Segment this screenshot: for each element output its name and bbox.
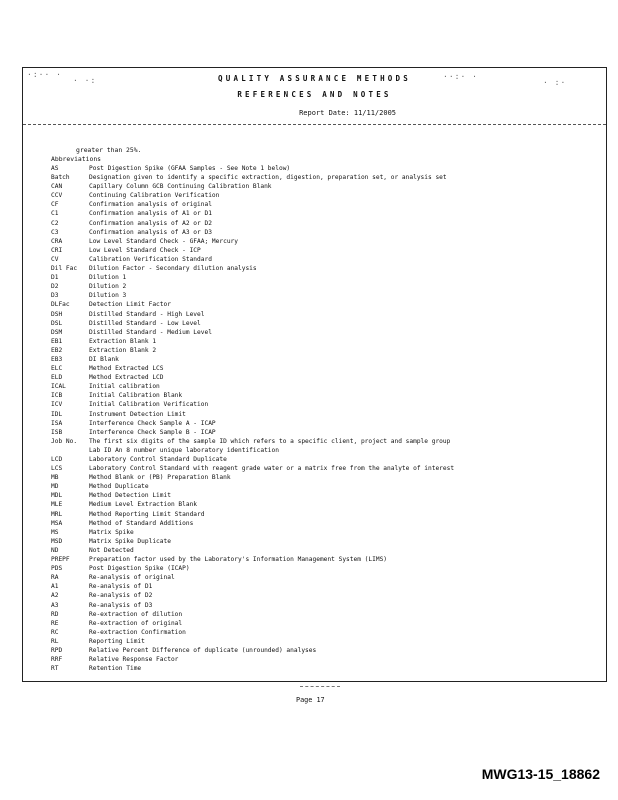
abbreviation-row [51,437,454,455]
abbreviation-code: EB3 [51,355,63,363]
abbreviation-row [51,628,454,637]
abbreviation-code: MB [51,474,59,482]
report-date: Report Date: 11/11/2005 [299,109,396,117]
abbreviation-definition: Post Digestion Spike (GFAA Samples - See Note 1 below) [89,165,291,172]
abbreviation-row [51,319,454,328]
report-title: QUALITY ASSURANCE METHODS [218,74,411,83]
abbreviation-code: EB2 [51,346,63,354]
abbreviation-definition: Dilution 1 [89,274,127,282]
abbreviation-row [51,400,454,409]
abbreviation-row [51,537,454,546]
abbreviation-definition: Matrix Spike [89,528,134,536]
abbreviation-row [51,209,454,218]
abbreviation-row [51,510,454,519]
abbreviation-row [51,500,454,509]
abbreviation-code: MRL [51,510,63,518]
abbreviation-definition: Laboratory Control Standard Duplicate [89,456,227,463]
abbreviation-definition: Matrix Spike Duplicate [89,537,171,545]
abbreviation-row [51,364,454,373]
abbreviation-row [51,382,454,391]
abbreviation-definition: Low Level Standard Check - GFAA; Mercury [89,237,239,245]
abbreviation-code: RPD [51,646,63,654]
abbreviation-definition: Re-analysis of D3 [89,601,153,609]
abbreviation-row [51,610,454,619]
abbreviation-definition: Re-analysis of original [89,574,175,582]
abbreviation-code: C2 [51,219,59,227]
abbreviation-row [51,528,454,537]
abbreviation-code: PDS [51,565,63,573]
abbreviation-code: ELC [51,365,63,373]
abbreviation-code: CRA [51,237,63,245]
abbreviation-definition: Continuing Calibration Verification [89,192,220,200]
abbreviation-code: PREPF [51,556,70,564]
abbreviation-code: RE [51,619,59,627]
abbreviation-row [51,637,454,646]
abbreviation-code: ISA [51,419,63,427]
report-subtitle: REFERENCES AND NOTES [237,90,392,99]
abbreviation-definition: Post Digestion Spike (ICAP) [89,565,190,573]
abbreviation-row [51,300,454,309]
abbreviation-code: MSD [51,537,63,545]
abbreviation-row [51,173,454,182]
abbreviation-row [51,164,454,173]
abbreviation-definition: Extraction Blank 2 [89,346,157,354]
abbreviation-row [51,337,454,346]
abbreviation-code: RL [51,637,59,645]
abbreviation-definition: Confirmation analysis of original [89,201,212,209]
abbreviation-code: RA [51,574,59,582]
abbreviation-definition: Detection Limit Factor [89,301,171,309]
abbreviation-definition: Designation given to identify a specific extraction, digestion, preparation set, or analysis set [89,174,447,182]
abbreviation-code: EB1 [51,337,63,345]
abbreviation-row [51,310,454,319]
abbreviation-code: A2 [51,592,59,600]
abbreviation-definition: Method Blank or (PB) Preparation Blank [89,474,231,482]
abbreviation-code: D3 [51,292,59,300]
abbreviation-row [51,264,454,273]
abbreviation-row [51,591,454,600]
abbreviation-definition: Confirmation analysis of A3 or D3 [89,228,212,236]
abbreviation-code: MD [51,483,59,491]
document-id: MWG13-15_18862 [481,766,600,782]
abbreviation-code: AS [51,165,59,172]
abbreviation-row [51,237,454,246]
abbreviation-code: LCD [51,456,63,463]
abbreviation-definition: Interference Check Sample A - ICAP [89,419,216,427]
abbreviation-row [51,582,454,591]
section-heading: Abbreviations [51,155,102,163]
abbreviation-definition: Confirmation analysis of A1 or D1 [89,210,212,218]
abbreviation-definition: Capillary Column GCB Continuing Calibration Blank [89,183,272,191]
abbreviation-code: A3 [51,601,59,609]
abbreviation-row [51,546,454,555]
abbreviation-definition: Method Detection Limit [89,492,171,500]
abbreviation-code: DLFac [51,301,70,309]
abbreviation-row [51,246,454,255]
abbreviation-definition: Initial calibration [89,383,160,391]
abbreviation-row [51,273,454,282]
abbreviation-code: MSA [51,519,63,527]
abbreviation-code: MS [51,528,59,536]
abbreviation-definition: Re-extraction Confirmation [89,628,186,636]
abbreviation-code: CRI [51,246,63,254]
abbreviation-row [51,519,454,528]
abbreviation-definition: Extraction Blank 1 [89,337,157,345]
abbreviation-row [51,664,454,673]
abbreviation-row [51,391,454,400]
scan-noise: · :· [543,78,567,87]
abbreviation-row [51,182,454,191]
abbreviation-definition: DI Blank [89,355,119,363]
abbreviation-definition: Not Detected [89,546,134,554]
page-frame [22,67,607,682]
abbreviation-definition: Instrument Detection Limit [89,410,186,418]
abbreviation-code: IDL [51,410,63,418]
abbreviation-row [51,219,454,228]
abbreviation-definition: Method of Standard Additions [89,519,194,527]
abbreviation-row [51,455,454,464]
abbreviation-code: RC [51,628,59,636]
abbreviation-code: Job No. [51,437,78,445]
abbreviation-code: D1 [51,274,59,282]
abbreviation-row [51,646,454,655]
abbreviation-definition: Laboratory Control Standard with reagent grade water or a matrix free from the analyte of interest [89,465,455,473]
page-number: Page 17 [296,696,325,704]
abbreviation-definition: Medium Level Extraction Blank [89,501,198,509]
abbreviation-definition: Re-analysis of D2 [89,592,153,600]
abbreviation-definition: Method Duplicate [89,483,149,491]
abbreviation-definition: Dilution 2 [89,283,127,291]
abbreviation-row [51,419,454,428]
abbreviation-code: D2 [51,283,59,291]
abbreviation-definition: Method Reporting Limit Standard [89,510,205,518]
abbreviation-code: MDL [51,492,63,500]
abbreviation-definition: Interference Check Sample B - ICAP [89,428,216,436]
abbreviation-definition: Retention Time [89,665,142,673]
abbreviation-row [51,428,454,437]
abbreviation-definition: Relative Response Factor [89,656,179,664]
abbreviation-code: ND [51,546,59,554]
abbreviation-code: ICV [51,401,63,409]
abbreviation-code: A1 [51,583,59,591]
abbreviation-row [51,282,454,291]
abbreviation-code: ELD [51,374,63,382]
abbreviation-definition: Calibration Verification Standard [89,255,212,263]
footer-divider [300,686,340,687]
abbreviation-row [51,355,454,364]
abbreviation-definition: Distilled Standard - Low Level [89,319,201,327]
abbreviation-definition: Re-analysis of D1 [89,583,153,591]
abbreviation-code: CCV [51,192,63,200]
abbreviation-code: ICB [51,392,63,400]
continued-text: greater than 25%. [76,146,142,154]
scan-noise: · ·: [73,76,97,85]
abbreviation-code: C3 [51,228,59,236]
abbreviation-definition: Re-extraction of original [89,619,183,627]
abbreviation-row [51,328,454,337]
abbreviation-definition: Method Extracted LCD [89,374,164,382]
abbreviation-row [51,564,454,573]
abbreviation-row [51,228,454,237]
abbreviation-definition: Confirmation analysis of A2 or D2 [89,219,212,227]
abbreviation-row [51,619,454,628]
abbreviation-code: Dil Fac [51,265,78,273]
abbreviation-code: RD [51,610,59,618]
abbreviation-code: CV [51,255,59,263]
abbreviation-row [51,555,454,564]
abbreviation-code: DSM [51,328,63,336]
header-divider [23,124,606,125]
abbreviation-code: ISB [51,428,63,436]
abbreviation-row [51,255,454,264]
abbreviation-definition: Dilution 3 [89,292,127,300]
abbreviation-definition: Preparation factor used by the Laboratory's Information Management System (LIMS) [89,556,388,564]
abbreviation-code: C1 [51,210,59,218]
scan-noise: ··:· · [443,72,478,81]
abbreviation-code: MLE [51,501,63,509]
scan-noise: ·:·· · [27,70,62,79]
abbreviation-definition: Initial Calibration Verification [89,401,209,409]
abbreviation-definition: Re-extraction of dilution [89,610,183,618]
abbreviation-definition: The first six digits of the sample ID which refers to a specific client, project and sample group Lab ID An 8 number unique laboratory identification [89,437,451,454]
abbreviation-code: ICAL [51,383,66,391]
abbreviation-definition: Relative Percent Difference of duplicate (unrounded) analyses [89,646,317,654]
abbreviation-definition: Initial Calibration Blank [89,392,183,400]
abbreviation-code: CAN [51,183,63,191]
abbreviation-row [51,573,454,582]
abbreviation-code: CF [51,201,59,209]
abbreviation-row [51,482,454,491]
abbreviation-code: DSH [51,310,63,318]
abbreviation-row [51,464,454,473]
abbreviation-row [51,473,454,482]
abbreviation-definition: Distilled Standard - Medium Level [89,328,212,336]
abbreviation-row [51,291,454,300]
abbreviation-code: RRF [51,656,63,664]
abbreviation-row [51,655,454,664]
abbreviation-row [51,410,454,419]
abbreviation-code: RT [51,665,59,673]
abbreviation-list [51,164,454,673]
abbreviation-definition: Low Level Standard Check - ICP [89,246,201,254]
abbreviation-row [51,191,454,200]
abbreviation-definition: Dilution Factor - Secondary dilution analysis [89,265,257,273]
abbreviation-definition: Reporting Limit [89,637,145,645]
abbreviation-row [51,200,454,209]
abbreviation-row [51,346,454,355]
abbreviation-code: Batch [51,174,70,182]
abbreviation-definition: Distilled Standard - High Level [89,310,205,318]
abbreviation-row [51,373,454,382]
abbreviation-code: DSL [51,319,63,327]
abbreviation-row [51,491,454,500]
abbreviation-definition: Method Extracted LCS [89,365,164,373]
abbreviation-code: LCS [51,465,63,473]
abbreviation-row [51,601,454,610]
